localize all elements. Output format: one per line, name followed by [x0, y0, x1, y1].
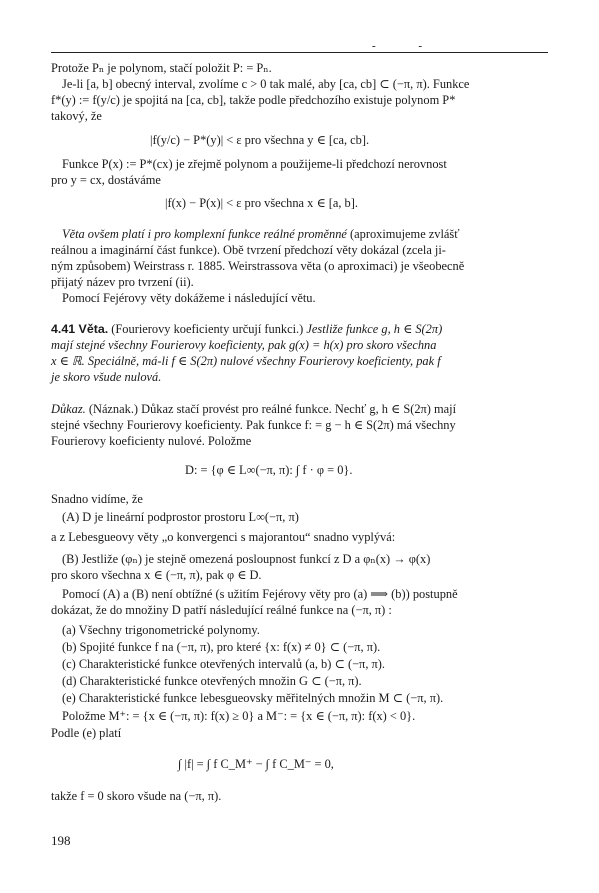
- text-line: 4.41 Věta. (Fourierovy koeficienty určují funkci.) Jestliže funkce g, h ∈ S(2π): [51, 322, 443, 336]
- text-line: Fourierovy koeficienty nulové. Položme: [51, 434, 252, 448]
- text-line: Důkaz. (Náznak.) Důkaz stačí provést pro reálné funkce. Nechť g, h ∈ S(2π) mají: [51, 402, 457, 416]
- text-line: f*(y) := f(y/c) je spojitá na [ca, cb], takže podle předchozího existuje polynom P*: [51, 93, 456, 107]
- proof-label: Důkaz.: [51, 402, 86, 416]
- header-rule: [51, 52, 548, 53]
- text-line: Je-li [a, b] obecný interval, zvolíme c > 0 tak malé, aby [ca, cb] ⊂ (−π, π). Funkce: [62, 77, 470, 91]
- text-line: (c) Charakteristické funkce otevřených intervalů (a, b) ⊂ (−π, π).: [62, 657, 385, 671]
- text-line: ∫ |f| = ∫ f C_M⁺ − ∫ f C_M⁻ = 0,: [178, 757, 334, 771]
- text-line: (B) Jestliže (φₙ) je stejně omezená posloupnost funkcí z D a φₙ(x) → φ(x): [62, 552, 431, 566]
- text-line: je skoro všude nulová.: [51, 370, 162, 384]
- text-line: pro skoro všechna x ∈ (−π, π), pak φ ∈ D.: [51, 568, 262, 582]
- text-line: Položme M⁺: = {x ∈ (−π, π): f(x) ≥ 0} a M⁻: = {x ∈ (−π, π): f(x) < 0}.: [62, 709, 416, 723]
- text-line: ným způsobem) Weirstrass r. 1885. Weirstrassova věta (o aproximaci) je všeobecně: [51, 259, 465, 273]
- text-line: Snadno vidíme, že: [51, 492, 143, 506]
- text-line: Protože Pₙ je polynom, stačí položit P: = Pₙ.: [51, 61, 272, 75]
- text-line: takže f = 0 skoro všude na (−π, π).: [51, 789, 222, 803]
- text-line: |f(x) − P(x)| < ε pro všechna x ∈ [a, b].: [165, 196, 358, 210]
- theorem-label: 4.41 Věta.: [51, 322, 109, 336]
- text-line: Pomocí Fejérovy věty dokážeme i následující větu.: [62, 291, 316, 305]
- text-line: stejné všechny Fourierovy koeficienty. Pak funkce f: = g − h ∈ S(2π) má všechny: [51, 418, 456, 432]
- text-line: Věta ovšem platí i pro komplexní funkce reálné proměnné (aproximujeme zvlášť: [62, 227, 460, 241]
- text-line: (d) Charakteristické funkce otevřených množin G ⊂ (−π, π).: [62, 674, 362, 688]
- text-line: reálnou a imaginární část funkce). Obě tvrzení předchozí věty dokázal (zcela ji-: [51, 243, 446, 257]
- text-line: mají stejné všechny Fourierovy koeficienty, pak g(x) = h(x) pro skoro všechna: [51, 338, 437, 352]
- text-line: |f(y/c) − P*(y)| < ε pro všechna y ∈ [ca, cb].: [150, 133, 370, 147]
- text-line: Funkce P(x) := P*(cx) je zřejmě polynom a použijeme-li předchozí nerovnost: [62, 157, 447, 171]
- text-line: (e) Charakteristické funkce lebesgueovsky měřitelných množin M ⊂ (−π, π).: [62, 691, 444, 705]
- text-line: x ∈ ℝ. Speciálně, má-li f ∈ S(2π) nulové všechny Fourierovy koeficienty, pak f: [51, 354, 441, 368]
- text-line: přijatý název pro tvrzení (ii).: [51, 275, 194, 289]
- text-line: a z Lebesgueovy věty „o konvergenci s majorantou“ snadno vyplývá:: [51, 530, 396, 544]
- text-line: pro y = cx, dostáváme: [51, 173, 161, 187]
- text-line: (A) D je lineární podprostor prostoru L∞(−π, π): [62, 510, 299, 524]
- text-line: dokázat, že do množiny D patří následující reálné funkce na (−π, π) :: [51, 603, 392, 617]
- text-line: Podle (e) platí: [51, 726, 122, 740]
- text-line: Pomocí (A) a (B) není obtížné (s užitím Fejérovy věty pro (a) ⟹ (b)) postupně: [62, 587, 458, 601]
- page-number: 198: [51, 833, 71, 848]
- text-line: (a) Všechny trigonometrické polynomy.: [62, 623, 260, 637]
- running-header-marks: - -: [372, 40, 443, 52]
- text-line: D: = {φ ∈ L∞(−π, π): ∫ f · φ = 0}.: [185, 463, 353, 477]
- text-line: takový, že: [51, 109, 102, 123]
- text-line: (b) Spojité funkce f na (−π, π), pro které {x: f(x) ≠ 0} ⊂ (−π, π).: [62, 640, 381, 654]
